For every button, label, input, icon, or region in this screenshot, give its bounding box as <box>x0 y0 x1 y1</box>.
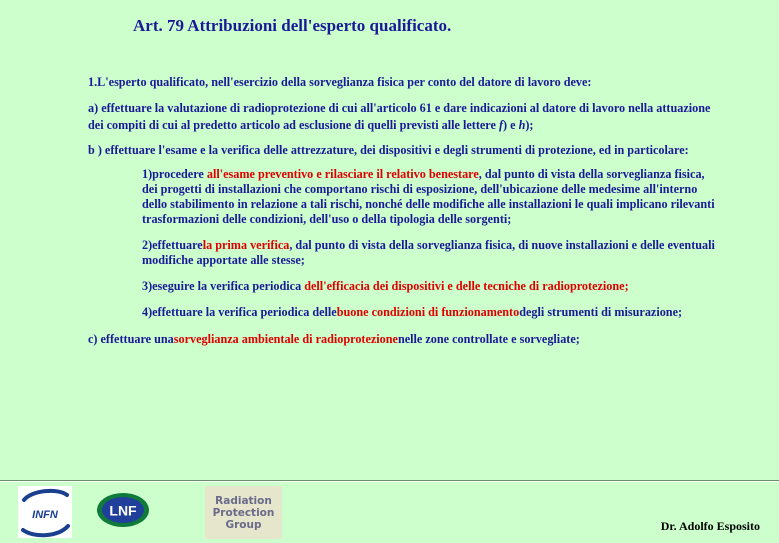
item-b-sub-3-pre: 3)eseguire la verifica periodica <box>142 279 305 293</box>
item-b-sub-4-post: degli strumenti di misurazione; <box>519 305 683 319</box>
item-c-highlight: sorveglianza ambientale di radioprotezione <box>173 332 398 346</box>
item-c-pre: c) effettuare una <box>88 332 174 346</box>
rpg-logo-line-3: Group <box>225 518 262 531</box>
rpg-logo-line-1: Radiation <box>215 494 272 507</box>
author-name: Dr. Adolfo Esposito <box>660 519 760 533</box>
item-b-sub-3-highlight: dell'efficacia dei dispositivi e delle tecniche di radioprotezione; <box>304 279 629 293</box>
radiation-protection-group-logo <box>205 486 282 539</box>
item-a-letter-h: h <box>518 118 526 132</box>
slide-content <box>88 74 713 356</box>
item-b-sub-4 <box>142 305 717 320</box>
item-b-sub-1-highlight: all'esame preventivo e rilasciare il relativo benestare <box>206 167 479 181</box>
item-a-text: a) effettuare la valutazione di radioprotezione di cui all'articolo 61 e dare indicazioni al datore di lavoro nella attuazione dei compiti di cui al predetto articolo ad esclusione di quelli previsti alle lettere <box>88 101 711 132</box>
item-b-sub-2-highlight: la prima verifica <box>202 238 290 252</box>
item-b-sub-4-pre: 4)effettuare la verifica periodica delle <box>142 305 337 319</box>
item-b-sub-1 <box>142 167 717 227</box>
item-b-sub-4-highlight: buone condizioni di funzionamento <box>336 305 520 319</box>
item-b-sub-2-pre: 2)effettuare <box>142 238 203 252</box>
infn-logo-text: INFN <box>32 509 58 521</box>
item-b-paragraph: b ) effettuare l'esame e la verifica delle attrezzature, dei dispositivi e degli strumenti di protezione, ed in particolare: <box>88 143 689 157</box>
infn-logo-graphic <box>18 486 72 538</box>
item-a-and: ) e <box>503 118 519 132</box>
item-c-post: nelle zone controllate e sorvegliate; <box>397 332 580 346</box>
item-b-sub-1-pre: 1)procedere <box>142 167 207 181</box>
item-c-paragraph <box>88 331 713 348</box>
intro-paragraph: 1.L'esperto qualificato, nell'esercizio della sorveglianza fisica per conto del datore di lavoro deve: <box>88 75 592 89</box>
lnf-logo-text: LNF <box>109 502 137 519</box>
lnf-logo-graphic <box>96 492 150 528</box>
item-a-end: ); <box>525 118 534 132</box>
item-a-letter-f: f <box>498 118 504 132</box>
item-b-sub-2 <box>142 238 717 268</box>
item-a-paragraph <box>88 100 713 134</box>
infn-logo <box>18 486 72 538</box>
rpg-logo-line-2: Protection <box>212 506 275 519</box>
item-b-sub-1-post: , dal punto di vista della sorveglianza fisica, dei progetti di installazioni che comportano rischi di esposizione, dell'ubicazione delle medesime all'interno dello stabilimento in relazione a tali rischi, nonché delle modifiche alle installazioni le quali implicano rilevanti trasformazioni delle condizioni, dell'uso o della tipologia delle sorgenti; <box>142 167 715 226</box>
item-b-sub-3 <box>142 279 717 294</box>
lnf-logo <box>96 492 150 528</box>
footer-divider <box>0 480 779 482</box>
slide-title: Art. 79 Attribuzioni dell'esperto qualificato. <box>133 16 452 35</box>
item-b-sub-2-post: , dal punto di vista della sorveglianza fisica, di nuove installazioni e delle eventuali modifiche apportate alle stesse; <box>142 238 715 267</box>
